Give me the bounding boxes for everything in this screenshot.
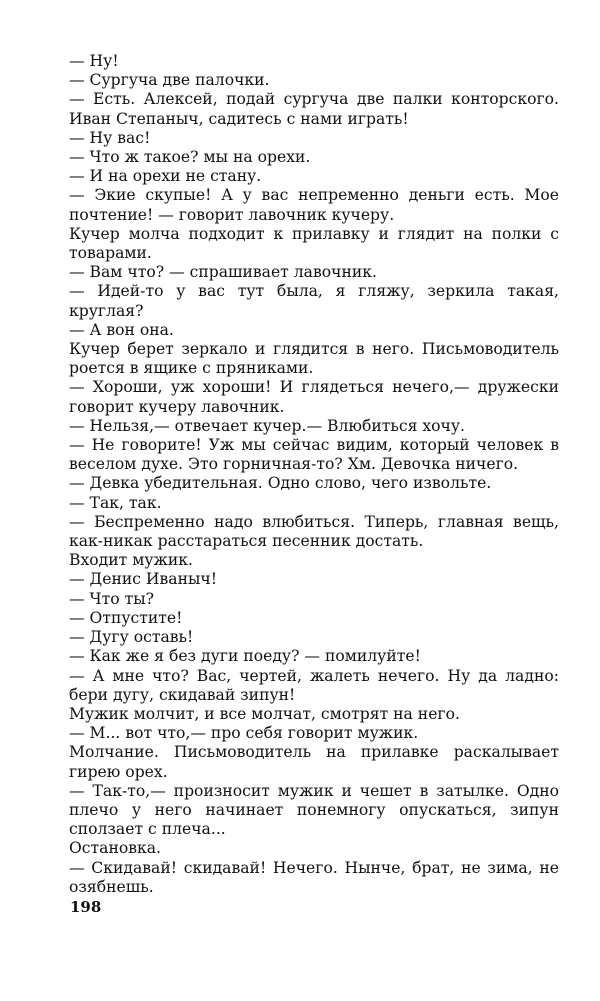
paragraph: — Дугу оставь! (69, 628, 194, 647)
paragraph: — А мне что? Вас, чертей, жалеть нечего. Ну да ладно: бери дугу, скидавай зипун! (69, 666, 559, 704)
paragraph: — Беспременно надо влюбиться. Типерь, главная вещь, как-никак расстараться песенник достать. (69, 512, 559, 551)
paragraph: — Отпустите! (69, 608, 183, 627)
paragraph: — Как же я без дуги поеду? — помилуйте! (69, 647, 421, 666)
paragraph: — Экие скупые! А у вас непременно деньги есть. Мое почтение! — говорит лавочник кучеру. (69, 186, 559, 224)
paragraph: — Так, так. (69, 493, 162, 512)
paragraph: — Ну! (69, 52, 119, 70)
page-number: 198 (70, 898, 102, 916)
paragraph: Кучер молча подходит к прилавку и глядит на полки с товарами. (69, 224, 559, 263)
paragraph: — Что ж такое? мы на орехи. (69, 148, 311, 167)
paragraph: — Что ты? (69, 589, 154, 608)
paragraph: — Ну вас! (69, 128, 151, 147)
paragraph: — Нельзя,— отвечает кучер.— Влюбиться хочу. (69, 416, 466, 435)
paragraph: Молчание. Письмоводитель на прилавке раскалывает гирею орех. (69, 743, 559, 781)
page-text (69, 52, 559, 897)
paragraph: — М... вот что,— про себя говорит мужик. (69, 724, 419, 743)
paragraph: — А вон она. (69, 320, 174, 339)
paragraph: — Не говорите! Уж мы сейчас видим, который человек в веселом духе. Это горничная-то? Хм. Девочка ничего. (69, 436, 559, 474)
paragraph: — Так-то,— произносит мужик и чешет в затылке. Одно плечо у него начинает понемногу опускаться, зипун сползает с плеча... (69, 781, 559, 839)
paragraph: — Идей-то у вас тут была, я гляжу, зеркила такая, круглая? (69, 282, 559, 320)
paragraph: Мужик молчит, и все молчат, смотрят на него. (69, 704, 460, 723)
paragraph: Кучер берет зеркало и глядится в него. Письмоводитель роется в ящике с пряниками. (69, 340, 559, 378)
paragraph: — Денис Иваныч! (69, 570, 217, 589)
paragraph: Остановка. (69, 839, 162, 858)
paragraph: — Сургуча две палочки. (69, 71, 270, 90)
paragraph: — Вам что? — спрашивает лавочник. (69, 263, 377, 282)
paragraph: — Есть. Алексей, подай сургуча две палки конторского. Иван Степаныч, садитесь с нами играть! (69, 90, 559, 128)
paragraph: — Скидавай! скидавай! Нечего. Нынче, брат, не зима, не озябнешь. (69, 858, 559, 896)
paragraph: Входит мужик. (69, 551, 193, 570)
paragraph: — Хороши, уж хороши! И глядеться нечего,— дружески говорит кучеру лавочник. (69, 378, 559, 416)
paragraph: — И на орехи не стану. (69, 167, 262, 186)
paragraph: — Девка убедительная. Одно слово, чего извольте. (69, 474, 492, 493)
